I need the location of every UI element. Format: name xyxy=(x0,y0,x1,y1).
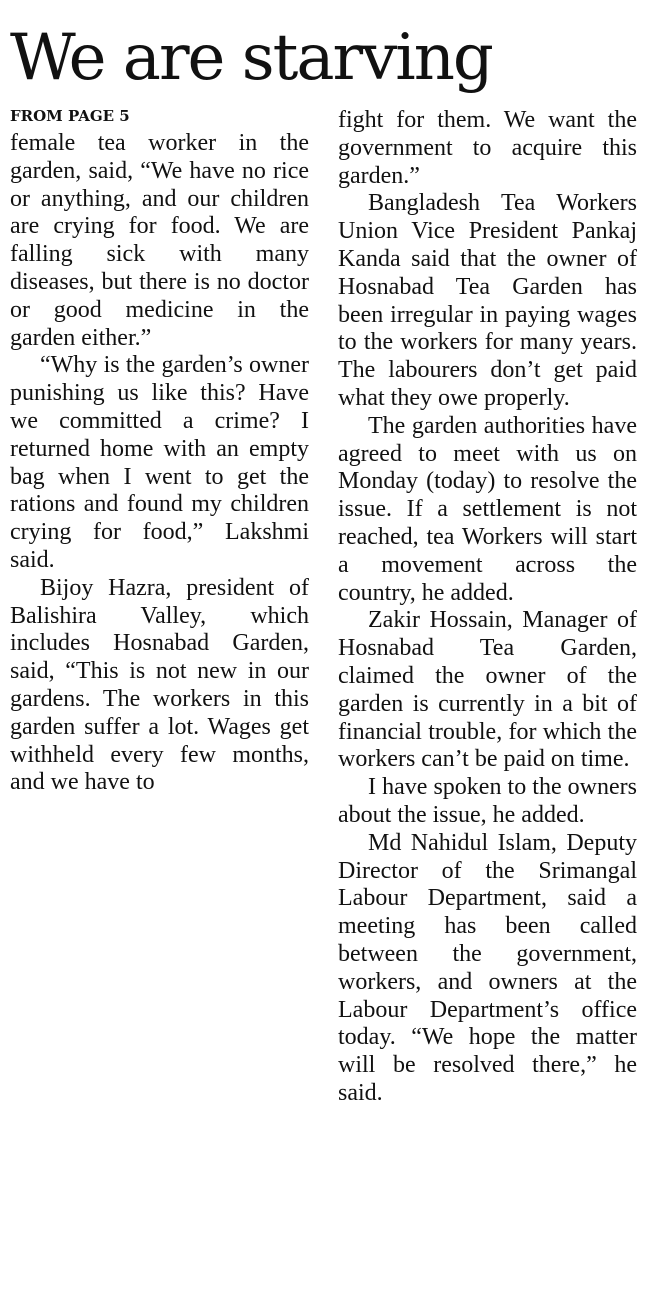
headline: We are starving xyxy=(10,21,492,95)
paragraph: “Why is the garden’s owner punishing us like this? Have we committed a crime? I returned home with an empty bag when I went to get the rations and found my children crying for food,” Lakshmi said. xyxy=(10,352,309,573)
paragraph: fight for them. We want the government to acquire this garden.” xyxy=(338,107,637,189)
article-column-right xyxy=(338,107,637,1108)
paragraph: Bangladesh Tea Workers Union Vice President Pankaj Kanda said that the owner of Hosnabad Tea Garden has been irregular in paying wages to the workers for many years. The labourers don’t get paid what they owe properly. xyxy=(338,190,637,411)
paragraph: I have spoken to the owners about the issue, he added. xyxy=(338,774,637,828)
paragraph: The garden authorities have agreed to meet with us on Monday (today) to resolve the issue. If a settlement is not reached, tea Workers will start a movement across the country, he added. xyxy=(338,412,637,606)
paragraph: Zakir Hossain, Manager of Hosnabad Tea Garden, claimed the owner of the garden is currently in a bit of financial trouble, for which the workers can’t be paid on time. xyxy=(338,607,637,773)
paragraph: female tea worker in the garden, said, “We have no rice or anything, and our children are crying for food. We are falling sick with many diseases, but there is no doctor or good medicine in the garden either.” xyxy=(10,130,309,351)
paragraph: Md Nahidul Islam, Deputy Director of the Srimangal Labour Department, said a meeting has been called between the government, workers, and owners at the Labour Department’s office today. “We hope the matter will be resolved there,” he said. xyxy=(338,829,637,1106)
paragraph: Bijoy Hazra, president of Balishira Valley, which includes Hosnabad Garden, said, “This is not new in our gardens. The workers in this garden suffer a lot. Wages get withheld every few months, and we have to xyxy=(10,574,309,796)
article-column-left xyxy=(10,104,309,797)
jump-label: FROM PAGE 5 xyxy=(10,107,130,125)
